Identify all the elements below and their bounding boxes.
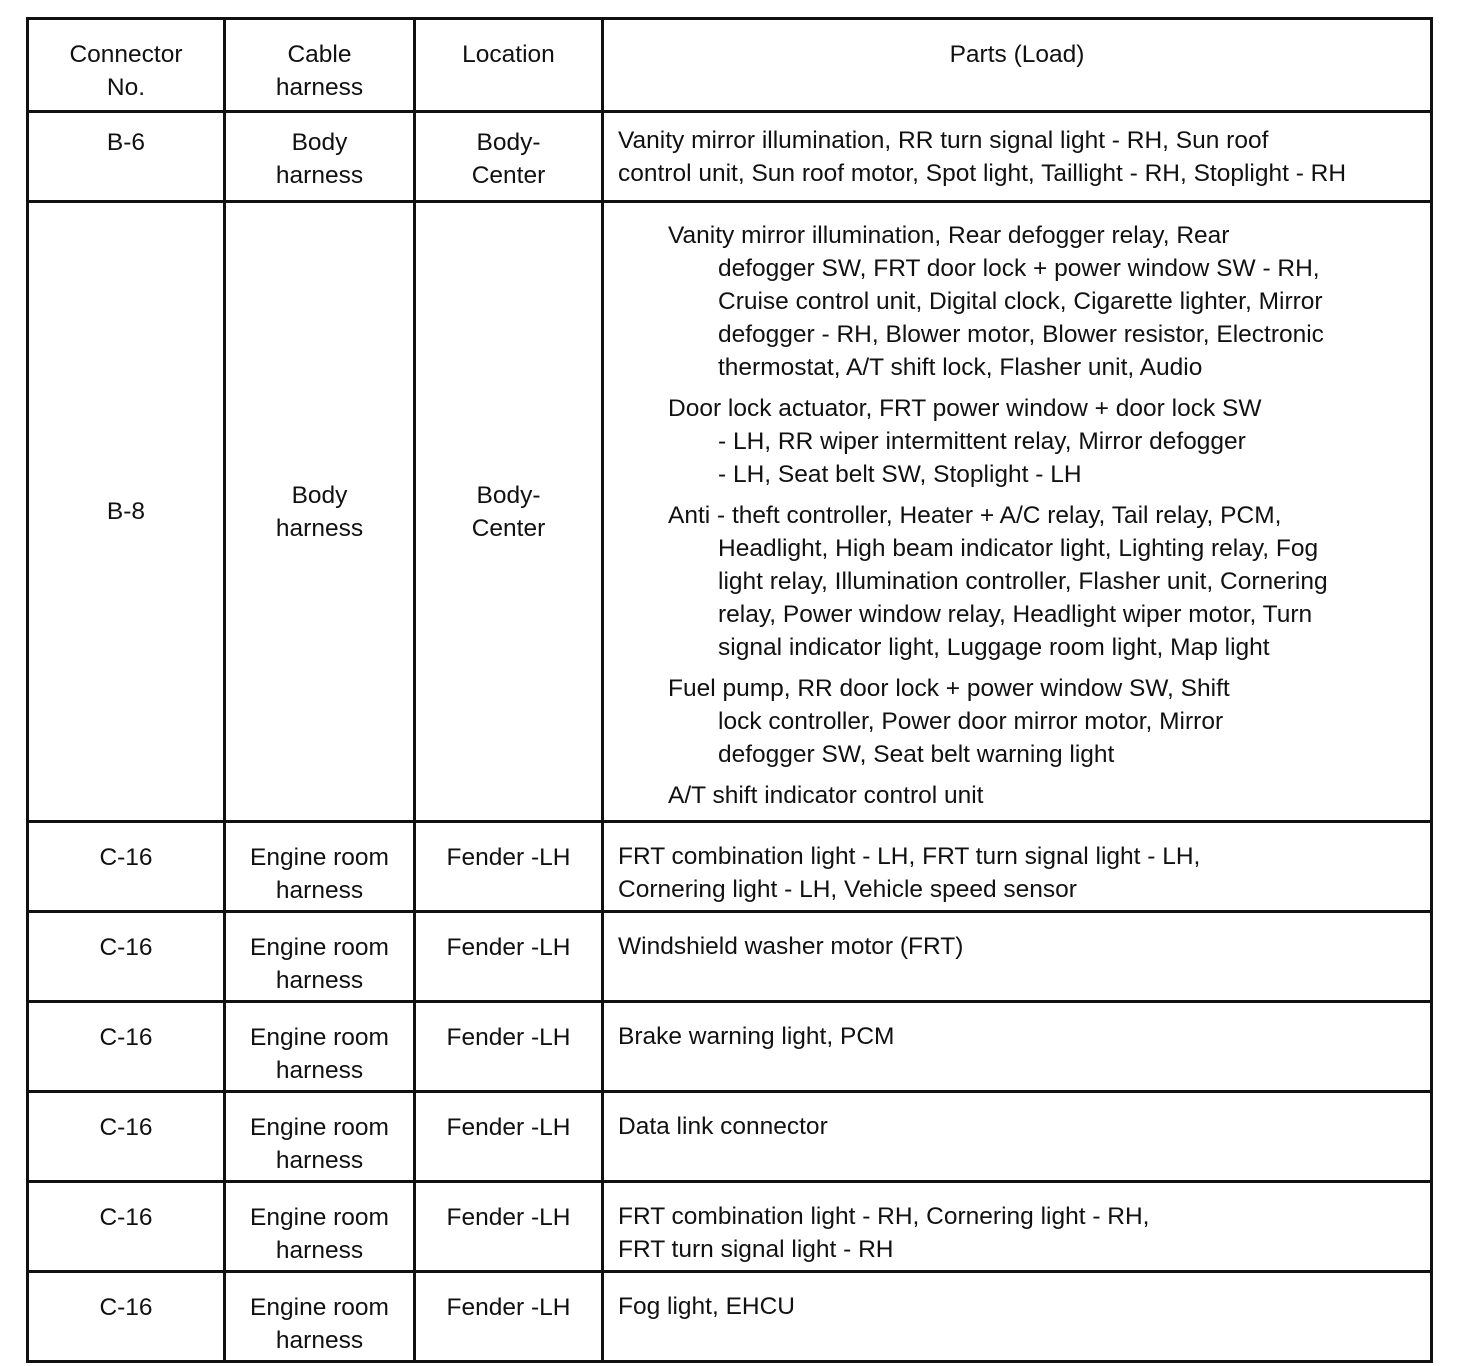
connector-cell: C-16 <box>28 1002 225 1092</box>
connector-cell: C-16 <box>28 1272 225 1362</box>
harness-cell: Engine room harness <box>225 1092 415 1182</box>
table-row <box>28 1092 1432 1182</box>
harness-cell: Engine room harness <box>225 1182 415 1272</box>
harness-cell: Engine room harness <box>225 822 415 912</box>
harness-cell: Engine room harness <box>225 1272 415 1362</box>
header-cable-harness: Cable harness <box>225 19 415 112</box>
location-cell: Fender -LH <box>415 1092 603 1182</box>
connector-cell: C-16 <box>28 1182 225 1272</box>
connector-cell: B-8 <box>28 202 225 822</box>
header-location: Location <box>415 19 603 112</box>
parts-group: A/T shift indicator control unit <box>668 782 984 809</box>
location-cell: Fender -LH <box>415 822 603 912</box>
parts-group: Door lock actuator, FRT power window + door lock SW - LH, RR wiper intermittent relay, Mirror defogger - LH, Seat belt SW, Stoplight - LH <box>668 395 1262 488</box>
parts-group: Vanity mirror illumination, Rear defogger relay, Rear defogger SW, FRT door lock + power window SW - RH, Cruise control unit, Digital clock, Cigarette lighter, Mirror defogger - RH, Blower motor, Blower resistor, Electronic thermostat, A/T shift lock, Flasher unit, Audio <box>668 222 1324 381</box>
harness-cell: Body harness <box>225 202 415 822</box>
connector-cell: C-16 <box>28 822 225 912</box>
parts-cell: Vanity mirror illumination, RR turn signal light - RH, Sun roof control unit, Sun roof motor, Spot light, Taillight - RH, Stoplight - RH <box>603 112 1432 202</box>
location-cell: Fender -LH <box>415 1182 603 1272</box>
location-cell: Fender -LH <box>415 1002 603 1092</box>
connector-cell: B-6 <box>28 112 225 202</box>
header-row <box>28 19 1432 112</box>
parts-cell: FRT combination light - LH, FRT turn signal light - LH, Cornering light - LH, Vehicle speed sensor <box>603 822 1432 912</box>
location-cell: Body- Center <box>415 112 603 202</box>
parts-group: Anti - theft controller, Heater + A/C relay, Tail relay, PCM, Headlight, High beam indicator light, Lighting relay, Fog light relay, Illumination controller, Flasher unit, Cornering relay, Power window relay, Headlight wiper motor, Turn signal indicator light, Luggage room light, Map light <box>668 502 1328 661</box>
parts-cell: Data link connector <box>603 1092 1432 1182</box>
location-cell: Fender -LH <box>415 912 603 1002</box>
location-cell: Fender -LH <box>415 1272 603 1362</box>
table-row <box>28 1272 1432 1362</box>
header-parts: Parts (Load) <box>603 19 1432 112</box>
connector-cell: C-16 <box>28 912 225 1002</box>
table-row <box>28 112 1432 202</box>
connector-cell: C-16 <box>28 1092 225 1182</box>
location-cell: Body- Center <box>415 202 603 822</box>
parts-cell: FRT combination light - RH, Cornering light - RH, FRT turn signal light - RH <box>603 1182 1432 1272</box>
header-connector-no: Connector No. <box>28 19 225 112</box>
harness-cell: Engine room harness <box>225 912 415 1002</box>
table-row <box>28 822 1432 912</box>
connector-table <box>26 17 1433 1363</box>
parts-cell <box>603 202 1432 822</box>
table-row <box>28 1002 1432 1092</box>
harness-cell: Engine room harness <box>225 1002 415 1092</box>
parts-cell: Brake warning light, PCM <box>603 1002 1432 1092</box>
table-row <box>28 912 1432 1002</box>
parts-cell: Windshield washer motor (FRT) <box>603 912 1432 1002</box>
table-row <box>28 1182 1432 1272</box>
parts-cell: Fog light, EHCU <box>603 1272 1432 1362</box>
parts-group: Fuel pump, RR door lock + power window SW, Shift lock controller, Power door mirror motor, Mirror defogger SW, Seat belt warning light <box>668 675 1230 768</box>
table-row <box>28 202 1432 822</box>
harness-cell: Body harness <box>225 112 415 202</box>
